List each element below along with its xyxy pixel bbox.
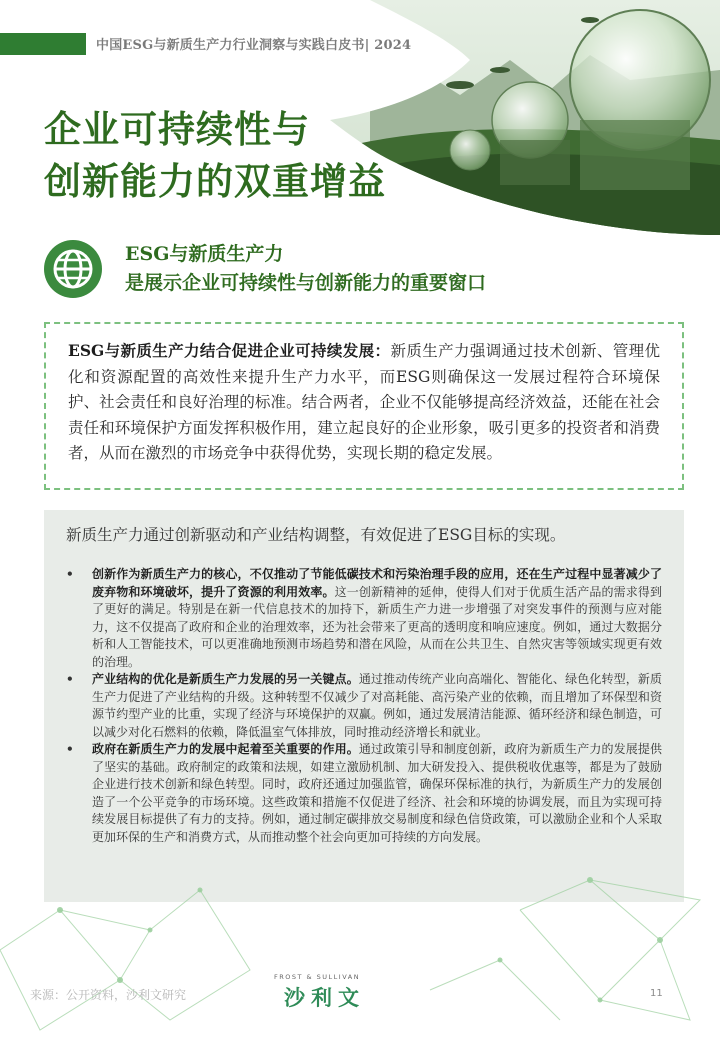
highlight-lead: ESG与新质生产力结合促进企业可持续发展 — [68, 341, 375, 360]
bullet-body: 通过推动传统产业向高端化、智能化、绿色化转型，新质生产力促进了产业结构的升级。这种转型不仅减少了对高耗能、高污染产业的依赖，而且增加了环保型和资源节约型产业的比重，实现了经济与环境保护的双赢。例如，通过发展清洁能源、循环经济和绿色制造，可以减少对化石燃料的依赖，降低温室气体排放，同时推动经济增长和就业。 — [92, 672, 662, 739]
bullet-dot: • — [66, 672, 74, 686]
globe-icon — [44, 240, 102, 298]
page-title — [44, 103, 386, 207]
page-title-line-2: 创新能力的双重增益 — [44, 159, 386, 203]
detail-panel — [44, 510, 684, 902]
logo-caption: FROST & SULLIVAN — [274, 973, 361, 981]
report-header: 中国ESG与新质生产力行业洞察与实践白皮书| 2024 — [96, 38, 412, 53]
bullet-body: 这一创新精神的延伸，使得人们对于优质生活产品的需求得到了更好的满足。特别是在新一代信息技术的加持下，新质生产力进一步增强了对突发事件的预测与应对能力，这不仅提高了政府和企业的治理效率，还为社会带来了更高的透明度和响应速度。例如，通过大数据分析和人工智能技术，可以更准确地预测市场趋势和潜在风险，从而在公共卫生、自然灾害等领域实现更有效的治理。 — [92, 584, 662, 669]
bullet-lead: 政府在新质生产力的发展中起着至关重要的作用。 — [92, 742, 359, 756]
section-subtitle-line-2: 是展示企业可持续性与创新能力的重要窗口 — [125, 272, 487, 294]
bullet-item — [66, 566, 662, 671]
bullet-body: 通过政策引导和制度创新，政府为新质生产力的发展提供了坚实的基础。政府制定的政策和法规，如建立激励机制、加大研发投入、提供税收优惠等，都是为了鼓励企业进行技术创新和绿色转型。同时，政府还通过加强监管，确保环保标准的执行，为新质生产力的发展创造了一个公平竞争的市场环境。这些政策和措施不仅促进了经济、社会和环境的协调发展，而且为实现可持续发展目标提供了有力的支持。例如，通过制定碳排放交易制度和绿色信贷政策，可以激励企业和个人采取更加环保的生产和消费方式，从而推动整个社会向更加可持续的方向发展。 — [92, 742, 662, 844]
bullet-dot: • — [66, 742, 74, 756]
hero-eco-dome-image — [330, 0, 720, 235]
section-subtitle — [125, 240, 486, 298]
detail-intro: 新质生产力通过创新驱动和产业结构调整，有效促进了ESG目标的实现。 — [66, 526, 566, 544]
bullet-item — [66, 741, 662, 846]
bullet-lead: 创新作为新质生产力的核心，不仅推动了节能低碳技术和污染治理手段的应用，还在生产过程中显著减少了废弃物和环境破坏，提升了资源的利用效率。 — [92, 567, 662, 599]
section-subtitle-line-1: ESG与新质生产力 — [125, 243, 284, 265]
bullet-lead: 产业结构的优化是新质生产力发展的另一关键点。 — [92, 672, 359, 686]
brand-logo: 沙利文 — [284, 986, 365, 1010]
page-number: 11 — [650, 988, 663, 999]
bullet-dot: • — [66, 567, 74, 581]
highlight-body: 新质生产力强调通过技术创新、管理优化和资源配置的高效性来提升生产力水平，而ESG则确保这一发展过程符合环境保护、社会责任和良好治理的标准。结合两者，企业不仅能够提高经济效益，还能在社会责任和环境保护方面发挥积极作用，建立起良好的企业形象，吸引更多的投资者和消费者，从而在激烈的市场竞争中获得优势，实现长期的稳定发展。 — [68, 342, 660, 462]
page-title-line-1: 企业可持续性与 — [44, 107, 310, 151]
highlight-separator: ： — [374, 341, 391, 360]
highlight-box — [44, 322, 684, 490]
footer-source: 来源：公开资料，沙利文研究 — [30, 988, 187, 1002]
header-accent-bar — [0, 33, 86, 55]
detail-bullet-list — [66, 566, 662, 846]
bullet-item — [66, 671, 662, 741]
